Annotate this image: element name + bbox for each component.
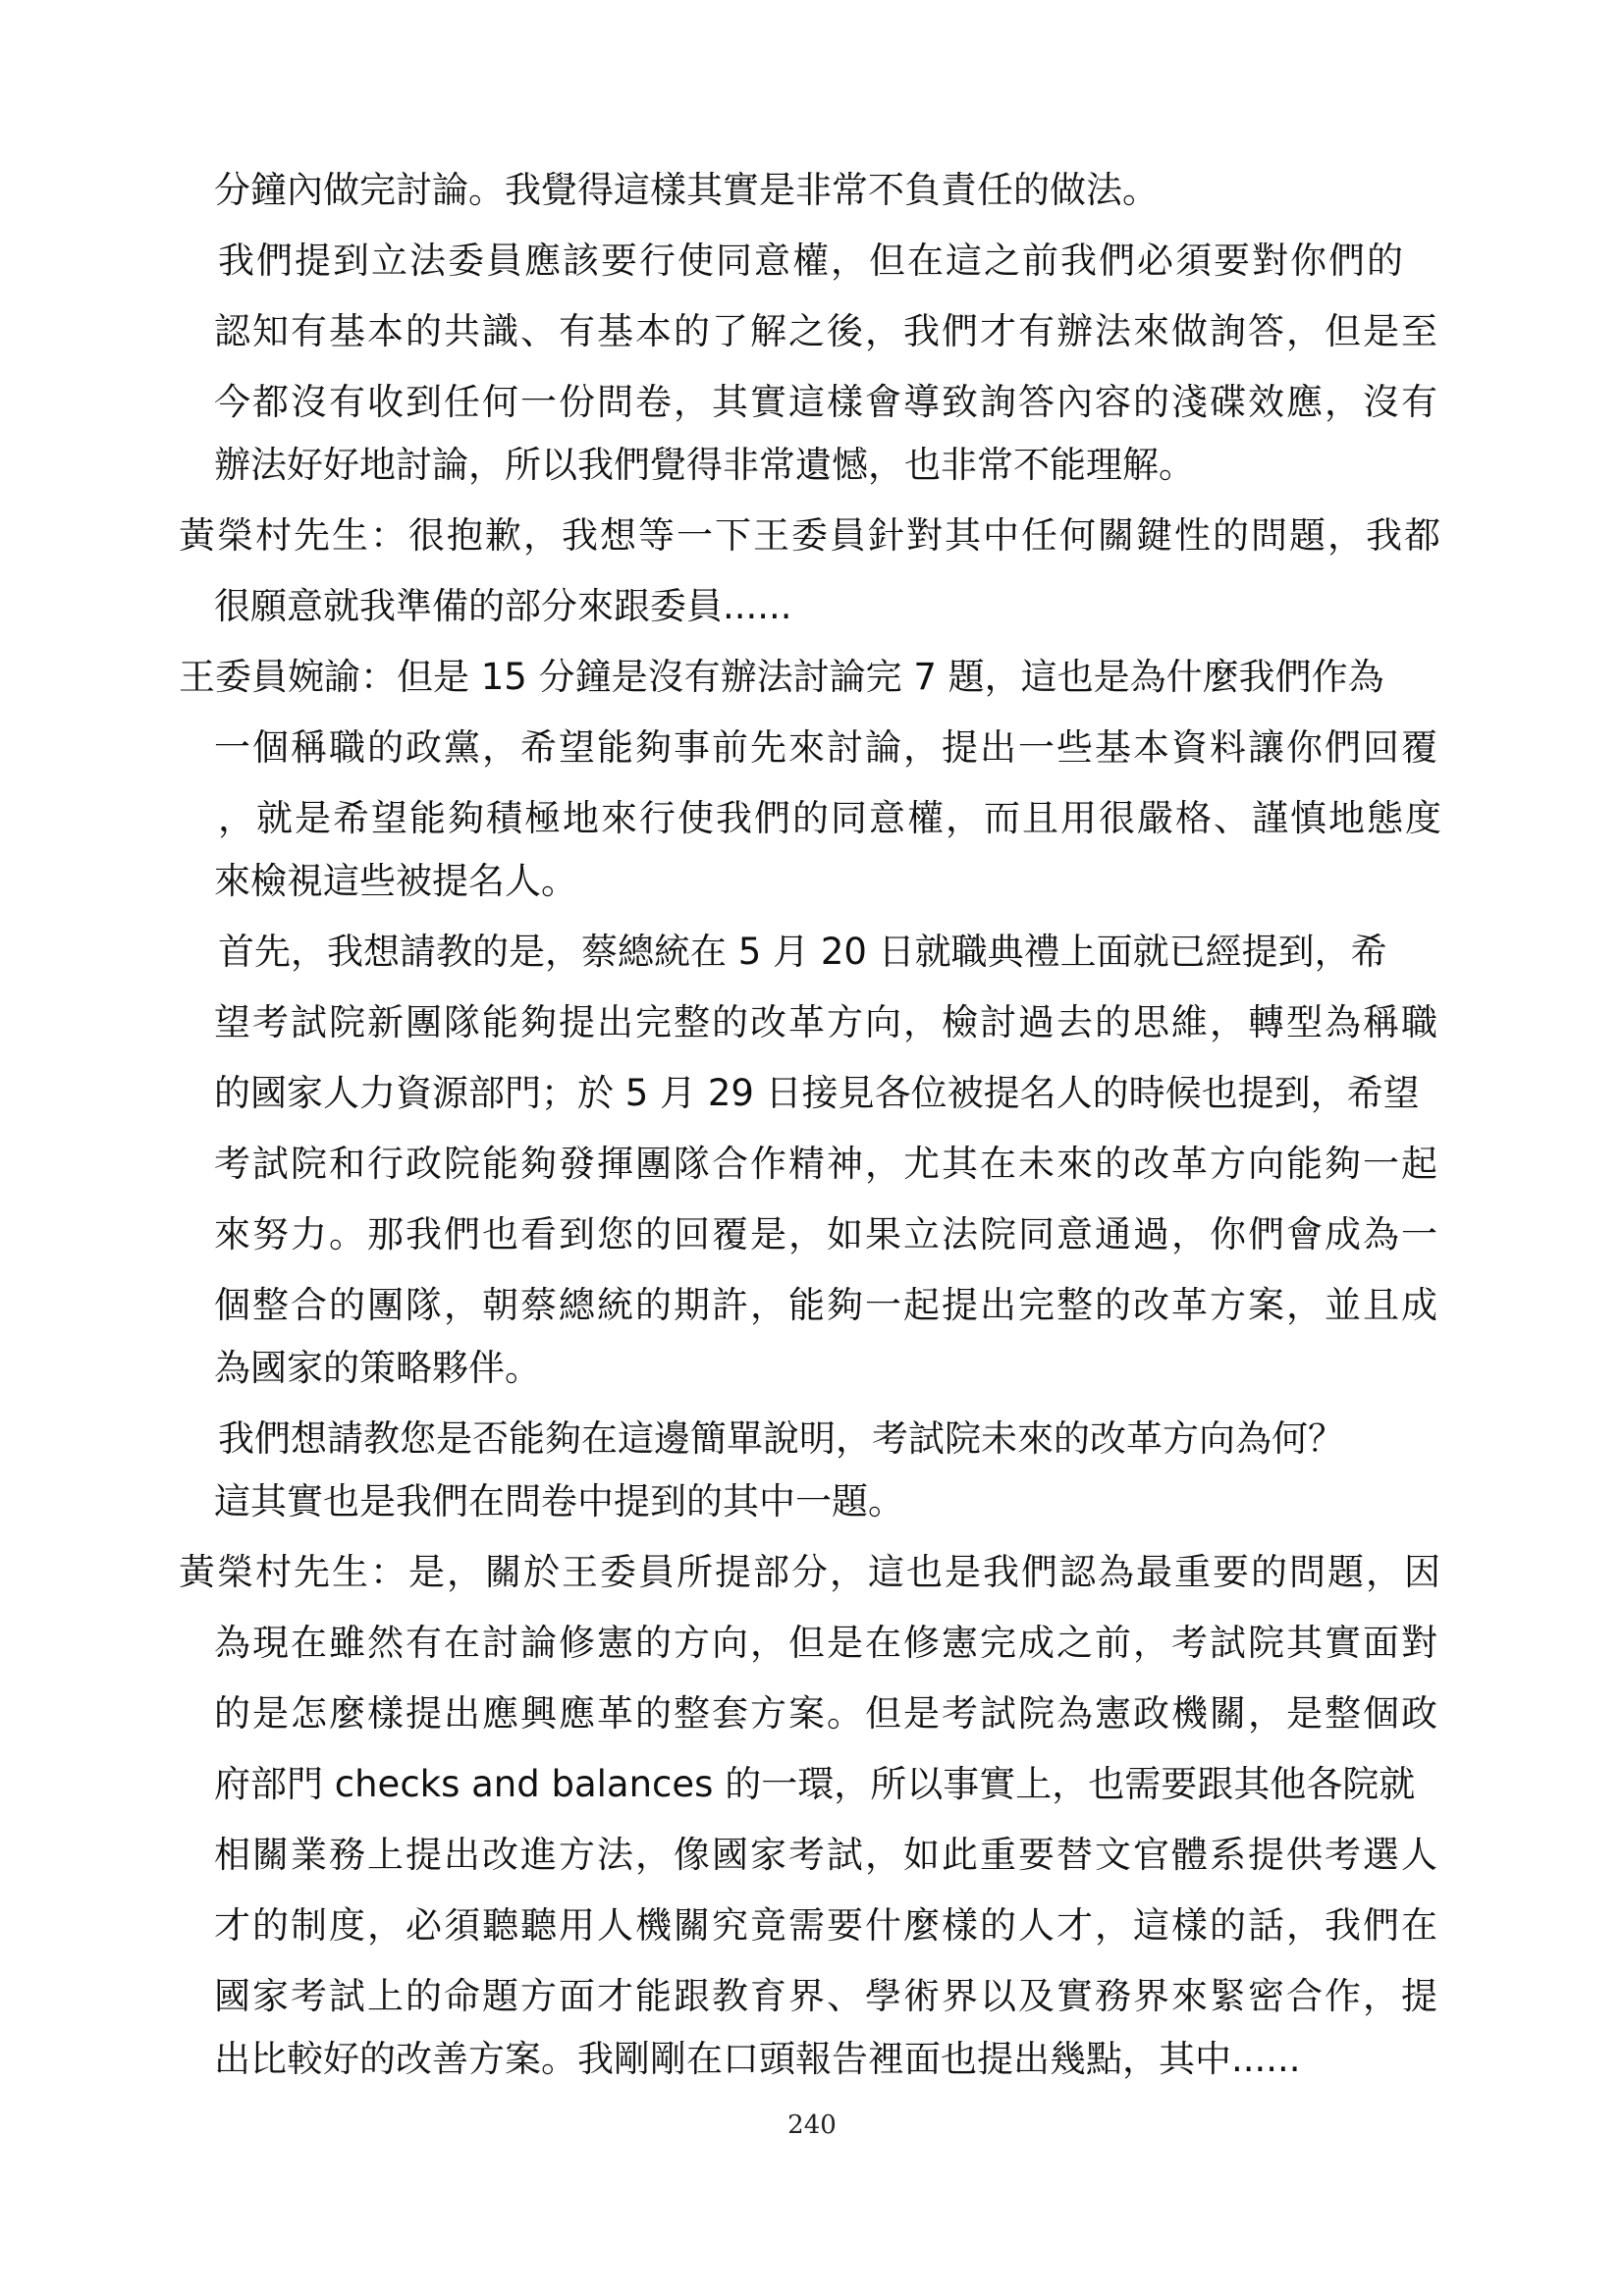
text-line: ，就是希望能夠積極地來行使我們的同意權，而且用很嚴格、謹慎地態度 — [218, 797, 1443, 839]
text-line: 國家考試上的命題方面才能跟教育界、學術界以及實務界來緊密合作，提 — [214, 1975, 1439, 2017]
text-line: 這其實也是我們在問卷中提到的其中一題。 — [214, 1480, 904, 1522]
text-line: 黃榮村先生：很抱歉，我想等一下王委員針對其中任何關鍵性的問題，我都 — [179, 514, 1442, 557]
text-line: 我們想請教您是否能夠在這邊簡單說明，考試院未來的改革方向為何？ — [218, 1417, 1344, 1460]
text-line: 分鐘內做完討論。我覺得這樣其實是非常不負責任的做法。 — [214, 169, 1159, 211]
text-line: 認知有基本的共識、有基本的了解之後，我們才有辦法來做詢答，但是至 — [214, 310, 1439, 352]
text-line: 才的制度，必須聽聽用人機關究竟需要什麼樣的人才，這樣的話，我們在 — [214, 1904, 1439, 1947]
text-line: 府部門 checks and balances 的一環，所以事實上，也需要跟其他各院就 — [214, 1763, 1416, 1805]
text-line: 來檢視這些被提名人。 — [214, 860, 577, 902]
text-line: 個整合的團隊，朝蔡總統的期許，能夠一起提出完整的改革方案，並且成 — [214, 1284, 1439, 1326]
text-line: 很願意就我準備的部分來跟委員...... — [214, 585, 792, 627]
text-line: 相關業務上提出改進方法，像國家考試，如此重要替文官體系提供考選人 — [214, 1834, 1439, 1876]
text-line: 為現在雖然有在討論修憲的方向，但是在修憲完成之前，考試院其實面對 — [214, 1622, 1439, 1664]
text-line: 望考試院新團隊能夠提出完整的改革方向，檢討過去的思維，轉型為稱職 — [214, 1001, 1439, 1043]
text-line: 今都沒有收到任何一份問卷，其實這樣會導致詢答內容的淺碟效應，沒有 — [214, 381, 1439, 423]
page-number: 240 — [787, 2110, 837, 2140]
text-line: 為國家的策略夥伴。 — [214, 1347, 541, 1389]
text-line: 的是怎麼樣提出應興應革的整套方案。但是考試院為憲政機關，是整個政 — [214, 1692, 1439, 1735]
text-line: 辦法好好地討論，所以我們覺得非常遺憾，也非常不能理解。 — [214, 444, 1195, 486]
text-line: 的國家人力資源部門；於 5 月 29 日接見各位被提名人的時候也提到，希望 — [214, 1072, 1420, 1114]
text-line: 來努力。那我們也看到您的回覆是，如果立法院同意通過，你們會成為一 — [214, 1213, 1439, 1255]
text-line: 出比較好的改善方案。我剛剛在口頭報告裡面也提出幾點，其中...... — [214, 2038, 1301, 2080]
text-line: 首先，我想請教的是，蔡總統在 5 月 20 日就職典禮上面就已經提到，希 — [218, 931, 1387, 973]
text-line: 一個稱職的政黨，希望能夠事前先來討論，提出一些基本資料讓你們回覆 — [214, 726, 1439, 769]
text-line: 我們提到立法委員應該要行使同意權，但在這之前我們必須要對你們的 — [218, 240, 1405, 282]
text-line: 黃榮村先生：是，關於王委員所提部分，這也是我們認為最重要的問題，因 — [179, 1551, 1442, 1593]
text-line: 考試院和行政院能夠發揮團隊合作精神，尤其在未來的改革方向能夠一起 — [214, 1143, 1439, 1185]
text-line: 王委員婉諭：但是 15 分鐘是沒有辦法討論完 7 題，這也是為什麼我們作為 — [179, 656, 1384, 698]
